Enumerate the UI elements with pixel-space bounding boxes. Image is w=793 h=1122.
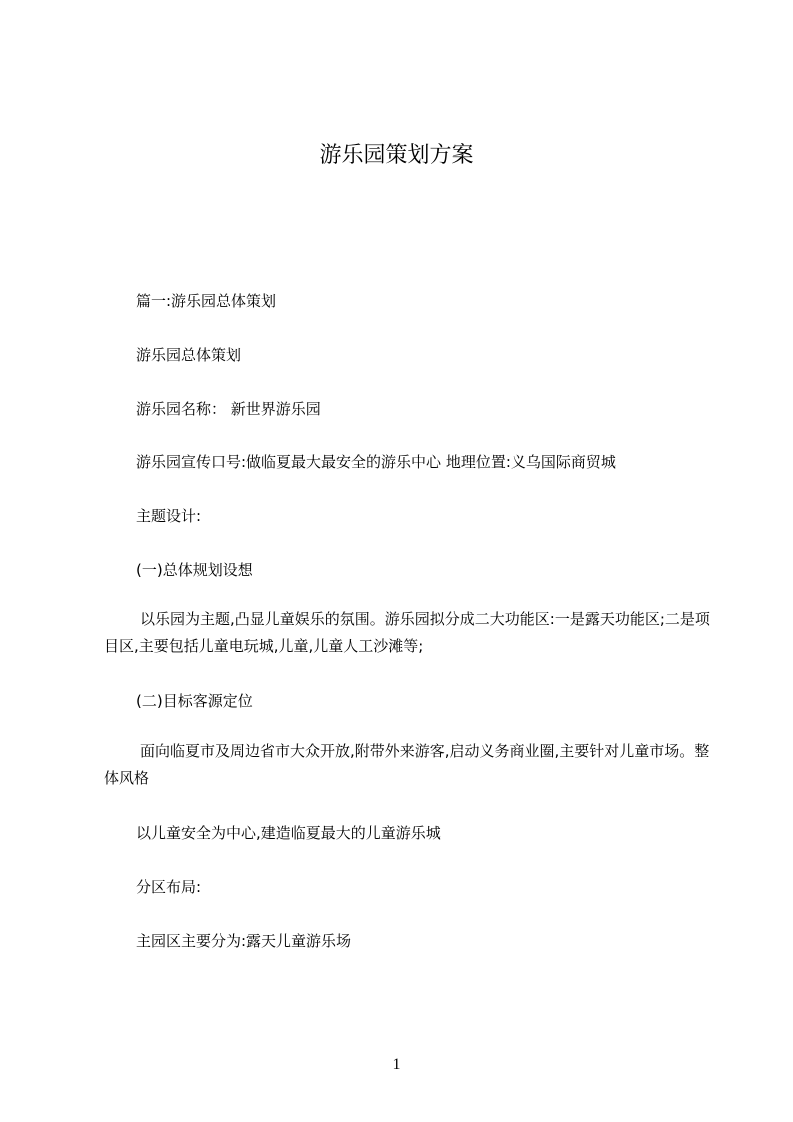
section-heading: 篇一:游乐园总体策划 bbox=[136, 292, 277, 310]
page-number: 1 bbox=[392, 1056, 401, 1073]
theme-design-line: 主题设计: bbox=[136, 507, 202, 525]
zoning-line: 分区布局: bbox=[136, 878, 202, 896]
style-body-line: 以儿童安全为中心,建造临夏最大的儿童游乐城 bbox=[136, 824, 441, 842]
overall-plan-line: 游乐园总体策划 bbox=[136, 346, 242, 364]
subsection-heading-1: (一)总体规划设想 bbox=[136, 561, 253, 579]
subsection-body-2: 面向临夏市及周边省市大众开放,附带外来游客,启动义务商业圈,主要针对儿童市场。整体风格 bbox=[104, 742, 710, 787]
slogan-location-line: 游乐园宣传口号:做临夏最大最安全的游乐中心 地理位置:义乌国际商贸城 bbox=[136, 453, 616, 471]
subsection-body-1: 以乐园为主题,凸显儿童娱乐的氛围。游乐园拟分成二大功能区:一是露天功能区;二是项目区,主要包括儿童电玩城,儿童,儿童人工沙滩等; bbox=[104, 610, 710, 655]
document-title: 游乐园策划方案 bbox=[319, 143, 474, 168]
main-zone-line: 主园区主要分为:露天儿童游乐场 bbox=[136, 932, 352, 950]
park-name-line: 游乐园名称： 新世界游乐园 bbox=[136, 400, 321, 418]
subsection-heading-2: (二)目标客源定位 bbox=[136, 692, 253, 710]
